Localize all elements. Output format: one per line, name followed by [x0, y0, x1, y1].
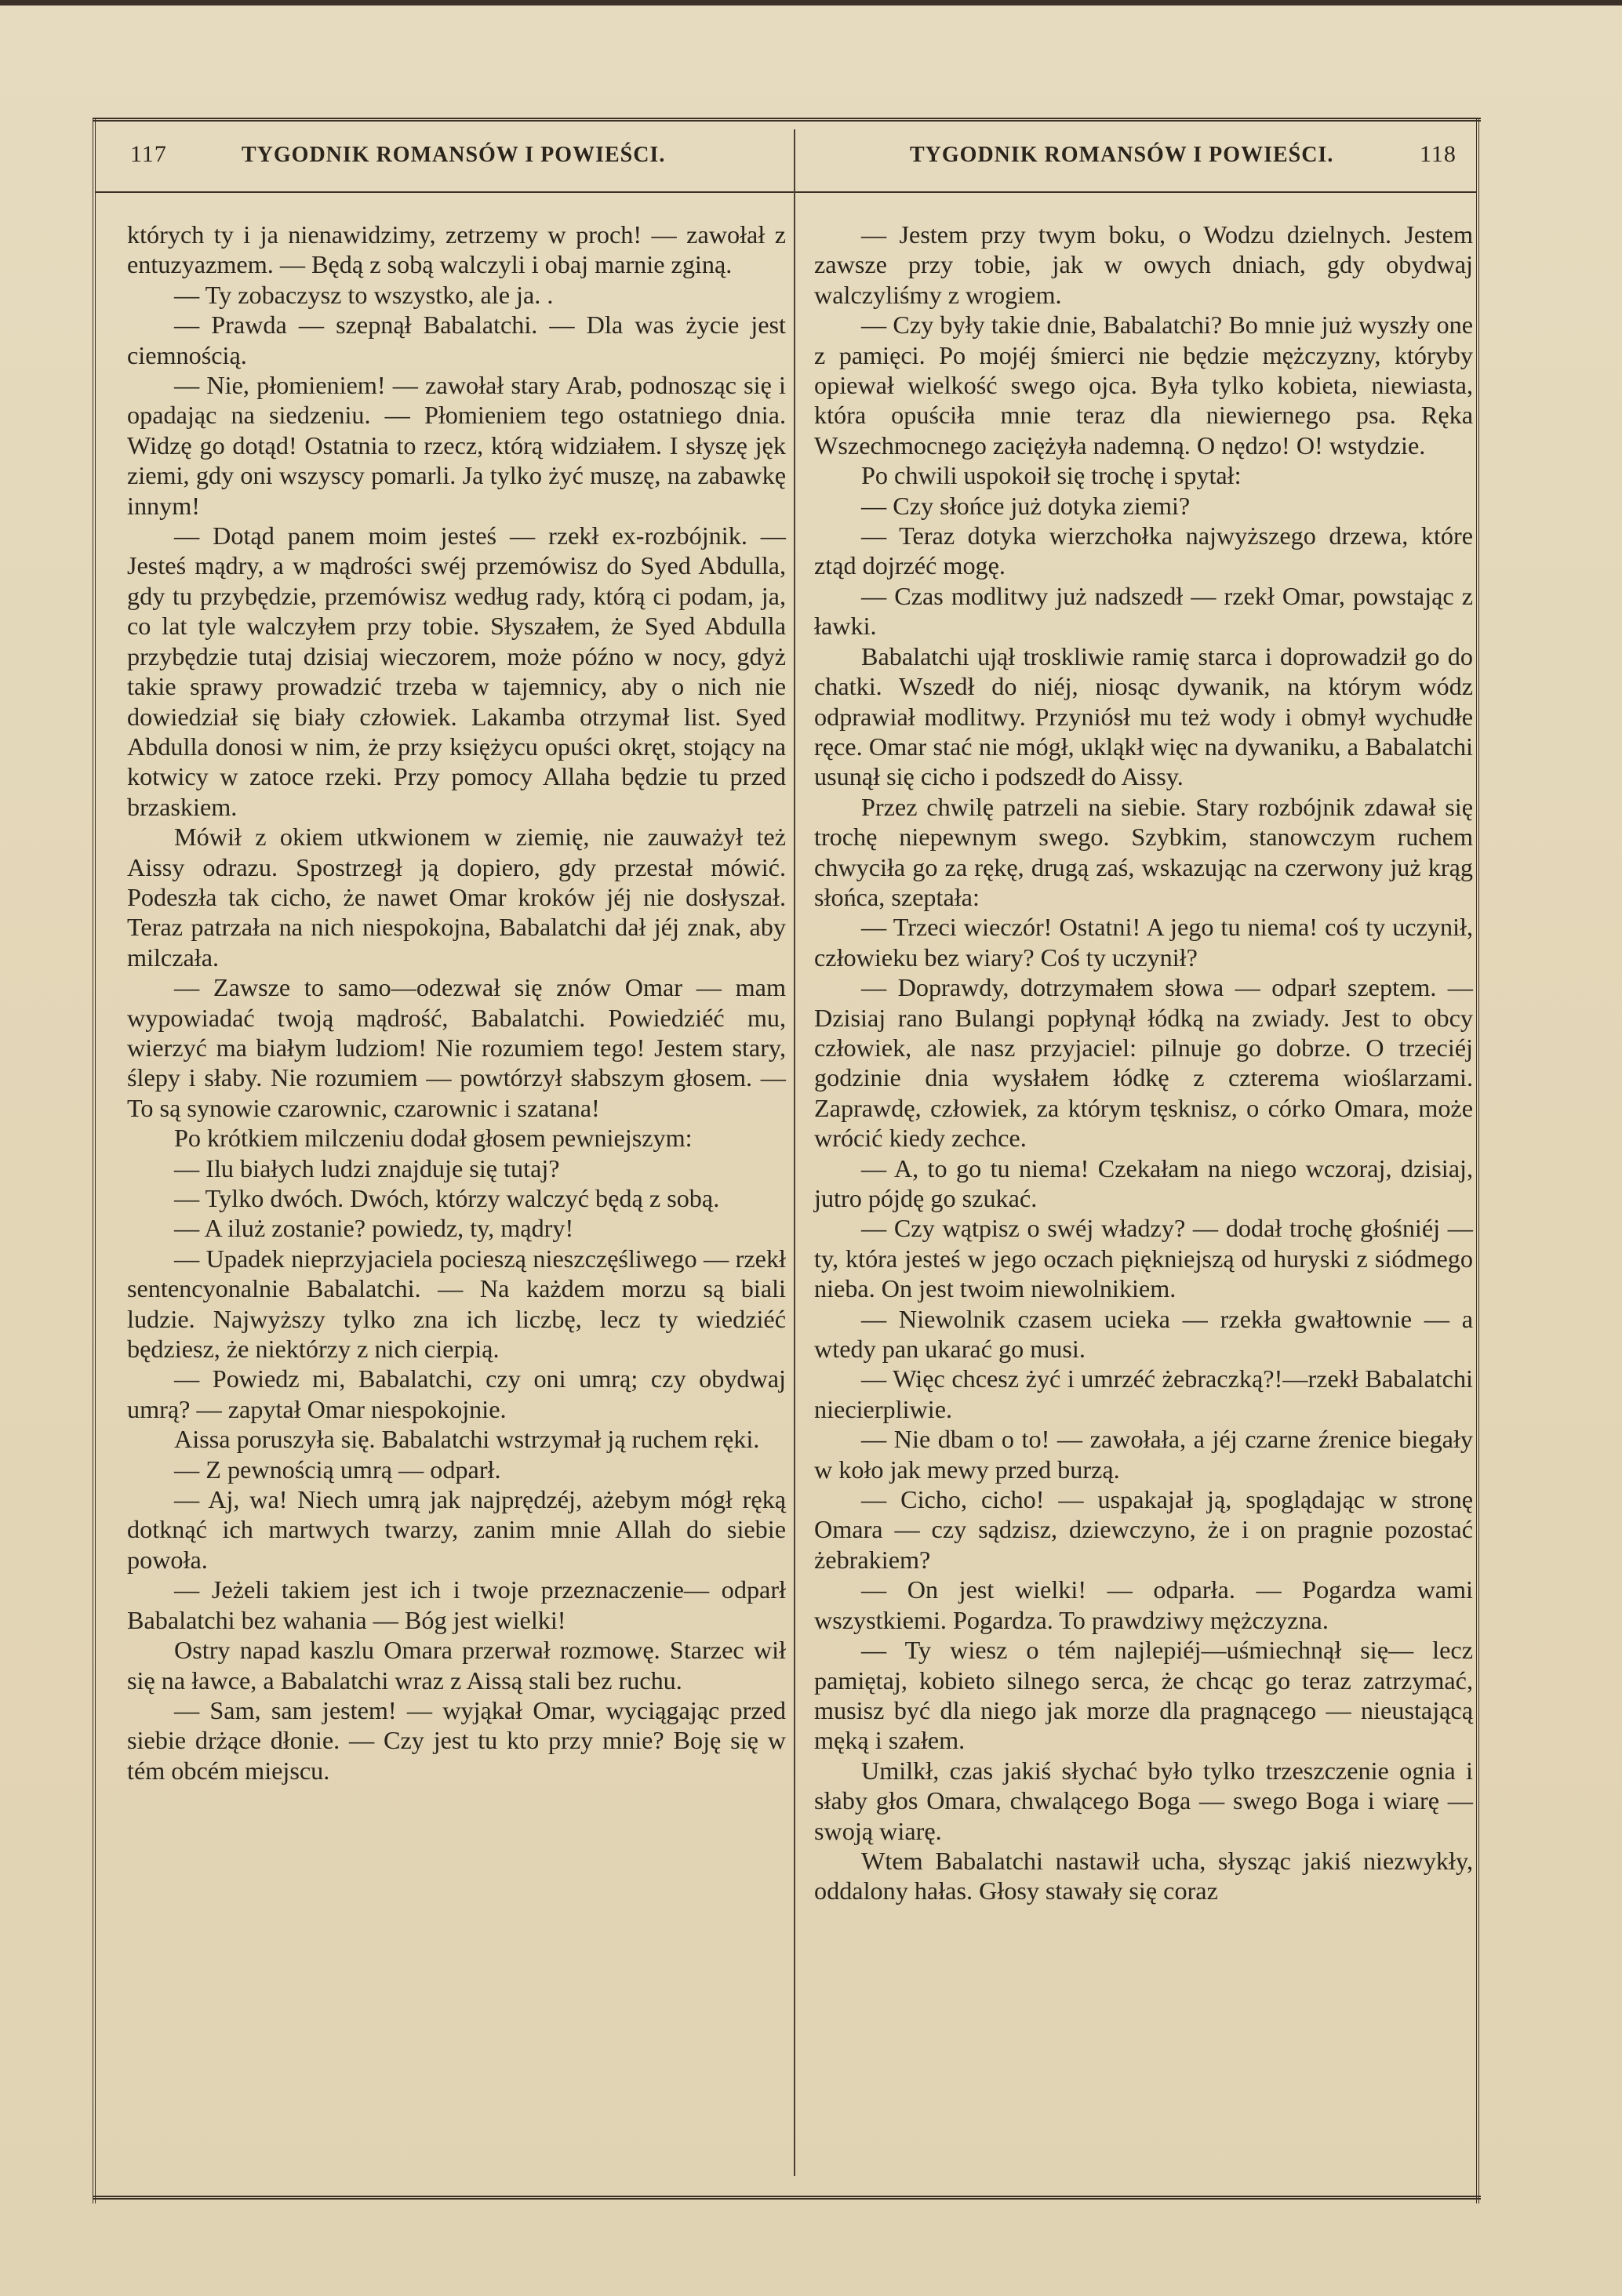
paragraph: — Nie dbam o to! — zawołała, a jéj czarne źrenice biegały w koło jak mewy przed burzą.: [814, 1425, 1473, 1484]
paragraph: — Z pewnością umrą — odparł.: [174, 1455, 501, 1484]
paragraph: — Dotąd panem moim jesteś — rzekł ex-rozbójnik. — Jesteś mądry, a w mądrości swéj przemówisz do Syed Abdulla, gdy tu przybędzie, przemówisz według rady, którą ci podam, ja, co lat tyle walczyłem przy tobie. Słyszałem, że Syed Abdulla przybędzie tutaj dzisiaj wieczorem, może późno w nocy, gdyż takie sprawy prowadzić trzeba w tajemnicy, aby o nich nie dowiedział się biały człowiek. Lakamba otrzymał list. Syed Abdulla donosi w nim, że przy księżycu opuści okręt, stojący na kotwicy w zatoce rzeki. Przy pomocy Allaha będzie tu przed brzaskiem.: [127, 521, 786, 821]
paragraph: — Niewolnik czasem ucieka — rzekła gwałtownie — a wtedy pan ukarać go musi.: [814, 1304, 1473, 1364]
paragraph: — Jeżeli takiem jest ich i twoje przeznaczenie— odparł Babalatchi bez wahania — Bóg jest wielki!: [127, 1575, 786, 1634]
column-divider: [794, 129, 795, 2176]
paragraph: Mówił z okiem utkwionem w ziemię, nie zauważył też Aissy odrazu. Spostrzegł ją dopiero, gdy przestał mówić. Podeszła tak cicho, że nawet Omar kroków jéj nie dosłyszał. Teraz patrzała na nich niespokojna, Babalatchi dał jéj znak, aby milczała.: [127, 823, 786, 972]
paragraph: — Sam, sam jestem! — wyjąkał Omar, wyciągając przed siebie drżące dłonie. — Czy jest tu kto przy mnie? Boję się w tém obcém miejscu.: [127, 1695, 786, 1785]
header-rule: [96, 191, 1476, 193]
paragraph: Przez chwilę patrzeli na siebie. Stary rozbójnik zdawał się trochę niepewnym swego. Szybkim, stanowczym ruchem chwyciła go za rękę, drugą zaś, wskazując na czerwony już krąg słońca, szeptała:: [814, 792, 1473, 911]
paragraph: Ostry napad kaszlu Omara przerwał rozmowę. Starzec wił się na ławce, a Babalatchi wraz z Aissą stali bez ruchu.: [127, 1636, 786, 1695]
paragraph: — Cicho, cicho! — uspakajał ją, spoglądając w stronę Omara — czy sądzisz, dziewczyno, że i on pragnie pozostać żebrakiem?: [814, 1485, 1473, 1574]
right-text-column: [814, 220, 1473, 1906]
paragraph: — Teraz dotyka wierzchołka najwyższego drzewa, które ztąd dojrzéć mogę.: [814, 521, 1473, 580]
paragraph: — Upadek nieprzyjaciela pocieszą nieszczęśliwego — rzekł sentencyonalnie Babalatchi. — Na każdem morzu są biali ludzie. Najwyższy tylko zna ich liczbę, lecz ty wiedziéć będziesz, że niektórzy z nich cierpią.: [127, 1244, 786, 1364]
paragraph: — Aj, wa! Niech umrą jak najprędzéj, ażebym mógł ręką dotknąć ich martwych twarzy, zanim mnie Allah do siebie powoła.: [127, 1485, 786, 1574]
paragraph: Po chwili uspokoił się trochę i spytał:: [861, 461, 1242, 490]
paragraph: — Więc chcesz żyć i umrzéć żebraczką?!—rzekł Babalatchi niecierpliwie.: [814, 1364, 1473, 1423]
paragraph: — Czy wątpisz o swéj władzy? — dodał trochę głośniéj —ty, która jesteś w jego oczach piękniejszą od huryski z siódmego nieba. On jest twoim niewolnikiem.: [814, 1214, 1473, 1303]
paragraph: — Ilu białych ludzi znajduje się tutaj?: [174, 1153, 560, 1183]
paragraph: — Nie, płomieniem! — zawołał stary Arab, podnosząc się i opadając na siedzeniu. — Płomieniem tego ostatniego dnia. Widzę go dotąd! Ostatnia to rzecz, którą widziałem. I słyszę jęk ziemi, gdy oni wszyscy pomarli. Ja tylko żyć muszę, na zabawkę innym!: [127, 371, 786, 520]
paragraph: — A iluż zostanie? powiedz, ty, mądry!: [174, 1214, 574, 1243]
paragraph: których ty i ja nienawidzimy, zetrzemy w proch! — zawołał z entuzyazmem. — Będą z sobą walczyli i obaj marnie zginą.: [127, 220, 786, 279]
bottom-double-rule: [93, 2196, 1481, 2200]
paragraph: — On jest wielki! — odparła. — Pogardza wami wszystkiemi. Pogardza. To prawdziwy mężczyzna.: [814, 1575, 1473, 1634]
right-running-title: TYGODNIK ROMANSÓW I POWIEŚCI.: [910, 143, 1334, 167]
paragraph: — Ty wiesz o tém najlepiéj—uśmiechnął się— lecz pamiętaj, kobieto silnego serca, że chcąc go teraz zatrzymać, musisz być dla niego jak morze dla pragnącego — nieustającą męką i szałem.: [814, 1636, 1473, 1755]
paragraph: — Zawsze to samo—odezwał się znów Omar — mam wypowiadać twoją mądrość, Babalatchi. Powiedziéć mu, wierzyć ma białym ludziom! Nie rozumiem tego! Jestem stary, ślepy i słaby. Nie rozumiem — powtórzył słabszym głosem. — To są synowie czarownic, czarownic i szatana!: [127, 973, 786, 1122]
paragraph: Babalatchi ujął troskliwie ramię starca i doprowadził go do chatki. Wszedł do niéj, niosąc dywanik, na którym wódz odprawiał modlitwy. Przyniósł mu też wody i obmył wychudłe ręce. Omar stać nie mógł, ukląkł więc na dywaniku, a Babalatchi usunął się cicho i podszedł do Aissy.: [814, 641, 1473, 791]
paragraph: — Ty zobaczysz to wszystko, ale ja. .: [174, 280, 554, 309]
paragraph: — Tylko dwóch. Dwóch, którzy walczyć będą z sobą.: [174, 1184, 720, 1212]
paragraph: — Jestem przy twym boku, o Wodzu dzielnych. Jestem zawsze przy tobie, jak w owych dniach, gdy obydwaj walczyliśmy z wrogiem.: [814, 220, 1473, 309]
paragraph: Aissa poruszyła się. Babalatchi wstrzymał ją ruchem ręki.: [174, 1425, 760, 1454]
left-page-header: [125, 141, 784, 180]
paragraph: — Czy słońce już dotyka ziemi?: [861, 491, 1191, 520]
left-running-title: TYGODNIK ROMANSÓW I POWIEŚCI.: [242, 143, 666, 167]
paragraph: Po krótkiem milczeniu dodał głosem pewniejszym:: [174, 1124, 693, 1153]
right-page-number: 118: [1420, 141, 1457, 167]
left-page-number: 117: [130, 141, 167, 167]
right-page-header: [808, 141, 1459, 180]
paragraph: — Powiedz mi, Babalatchi, czy oni umrą; czy obydwaj umrą? — zapytał Omar niespokojnie.: [127, 1364, 786, 1423]
scan-edge: [0, 0, 1622, 5]
paragraph: — Doprawdy, dotrzymałem słowa — odparł szeptem. — Dzisiaj rano Bulangi popłynął łódką na zwiady. Jest to obcy człowiek, ale nasz przyjaciel: pilnuje go dobrze. O trzeciéj godzinie dnia wysłałem łódkę z czterema wioślarzami. Zaprawdę, człowiek, za którym tęsknisz, o córko Omara, może wrócić kiedy zechce.: [814, 973, 1473, 1153]
paragraph: Umilkł, czas jakiś słychać było tylko trzeszczenie ognia i słaby głos Omara, chwalącego Boga — swego Boga i wiarę — swoją wiarę.: [814, 1756, 1473, 1845]
paragraph: — A, to go tu niema! Czekałam na niego wczoraj, dzisiaj, jutro pójdę go szukać.: [814, 1153, 1473, 1212]
paragraph: — Trzeci wieczór! Ostatni! A jego tu niema! coś ty uczynił, człowieku bez wiary? Coś ty uczynił?: [814, 913, 1473, 972]
paragraph: — Czy były takie dnie, Babalatchi? Bo mnie już wyszły one z pamięci. Po mojéj śmierci nie będzie mężczyzny, któryby opiewał wielkość swego ojca. Była tylko kobieta, niewiasta, która opuściła mnie teraz dla niewiernego psa. Ręka Wszechmocnego zaciężyła nademną. O nędzo! O! wstydzie.: [814, 311, 1473, 460]
top-double-rule: [93, 118, 1481, 122]
paragraph: — Czas modlitwy już nadszedł — rzekł Omar, powstając z ławki.: [814, 581, 1473, 641]
paragraph: Wtem Babalatchi nastawił ucha, słysząc jakiś niezwykły, oddalony hałas. Głosy stawały się coraz: [814, 1846, 1473, 1905]
paragraph: — Prawda — szepnął Babalatchi. — Dla was życie jest ciemnością.: [127, 311, 786, 369]
left-text-column: [127, 220, 786, 1786]
